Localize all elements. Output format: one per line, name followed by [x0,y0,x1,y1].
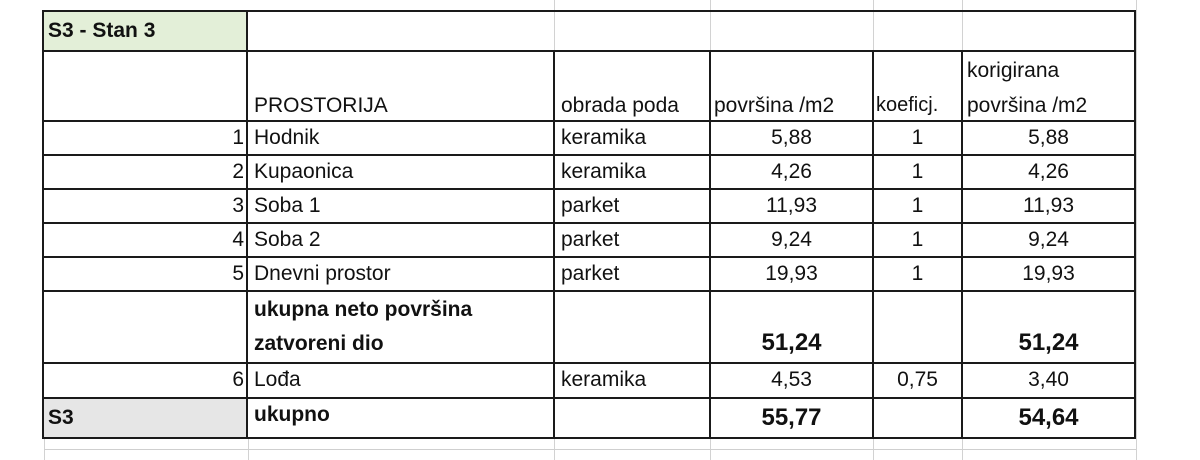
row-6-corrected: 3,40 [1028,368,1069,391]
row-5-coef: 1 [911,262,924,285]
row-2-floor: keramika [561,160,647,183]
rule [44,362,1136,364]
row-3-room: Soba 1 [254,194,321,217]
grid-line [873,0,874,50]
rule [44,397,1136,399]
total-code: S3 [48,406,74,429]
row-1-number: 1 [232,126,244,149]
total-corrected: 54,64 [1018,404,1079,431]
row-2-area: 4,26 [771,160,812,183]
rule [44,290,1136,292]
row-4-corrected: 9,24 [1028,228,1069,251]
rule [246,10,248,439]
row-4-room: Soba 2 [254,228,321,251]
row-2-corrected: 4,26 [1028,160,1069,183]
rule [44,120,1136,122]
rule [44,154,1136,156]
row-5-corrected: 19,93 [1022,262,1075,285]
rule [44,50,1136,52]
row-1-corrected: 5,88 [1028,126,1069,149]
subtotal-label-line2: zatvoreni dio [254,332,384,355]
header-corrected-line2: površina /m2 [967,94,1088,117]
row-6-room: Lođa [254,368,301,391]
rule [553,50,555,439]
header-area: površina /m2 [714,94,835,117]
row-5-room: Dnevni prostor [254,262,391,285]
row-2-number: 2 [232,160,244,183]
grid-line [1136,0,1137,460]
row-4-number: 4 [232,228,244,251]
row-3-coef: 1 [911,194,924,217]
rule [44,222,1136,224]
row-6-number: 6 [232,368,244,391]
subtotal-area: 51,24 [761,329,822,356]
row-3-area: 11,93 [766,194,817,217]
rule [1134,10,1136,439]
row-6-coef: 0,75 [897,368,938,391]
row-5-floor: parket [561,262,620,285]
row-4-floor: parket [561,228,620,251]
rule [44,188,1136,190]
header-coef: koeficj. [876,94,939,116]
subtotal-corrected: 51,24 [1018,329,1079,356]
grid-line [554,0,555,50]
grid-line [44,449,1136,450]
total-code-fill [44,399,247,438]
row-3-number: 3 [232,194,244,217]
row-6-floor: keramika [561,368,647,391]
rule [44,10,1136,12]
section-label: S3 - Stan 3 [48,19,156,42]
total-area: 55,77 [761,404,822,431]
row-2-coef: 1 [911,160,924,183]
header-room: PROSTORIJA [254,94,388,117]
header-floor: obrada poda [561,94,679,117]
row-3-floor: parket [561,194,620,217]
row-6-area: 4,53 [771,368,812,391]
rule [44,437,1136,439]
row-1-area: 5,88 [771,126,812,149]
rule [44,256,1136,258]
row-1-room: Hodnik [254,126,320,149]
row-1-coef: 1 [911,126,924,149]
row-1-floor: keramika [561,126,647,149]
grid-line [962,0,963,50]
header-corrected-line1: korigirana [967,59,1060,82]
row-4-coef: 1 [911,228,924,251]
grid-line [710,0,711,50]
row-2-room: Kupaonica [254,160,354,183]
row-3-corrected: 11,93 [1023,194,1074,217]
row-5-number: 5 [232,262,244,285]
total-label: ukupno [254,403,330,426]
subtotal-label-line1: ukupna neto površina [254,298,473,321]
row-4-area: 9,24 [771,228,812,251]
row-5-area: 19,93 [765,262,818,285]
